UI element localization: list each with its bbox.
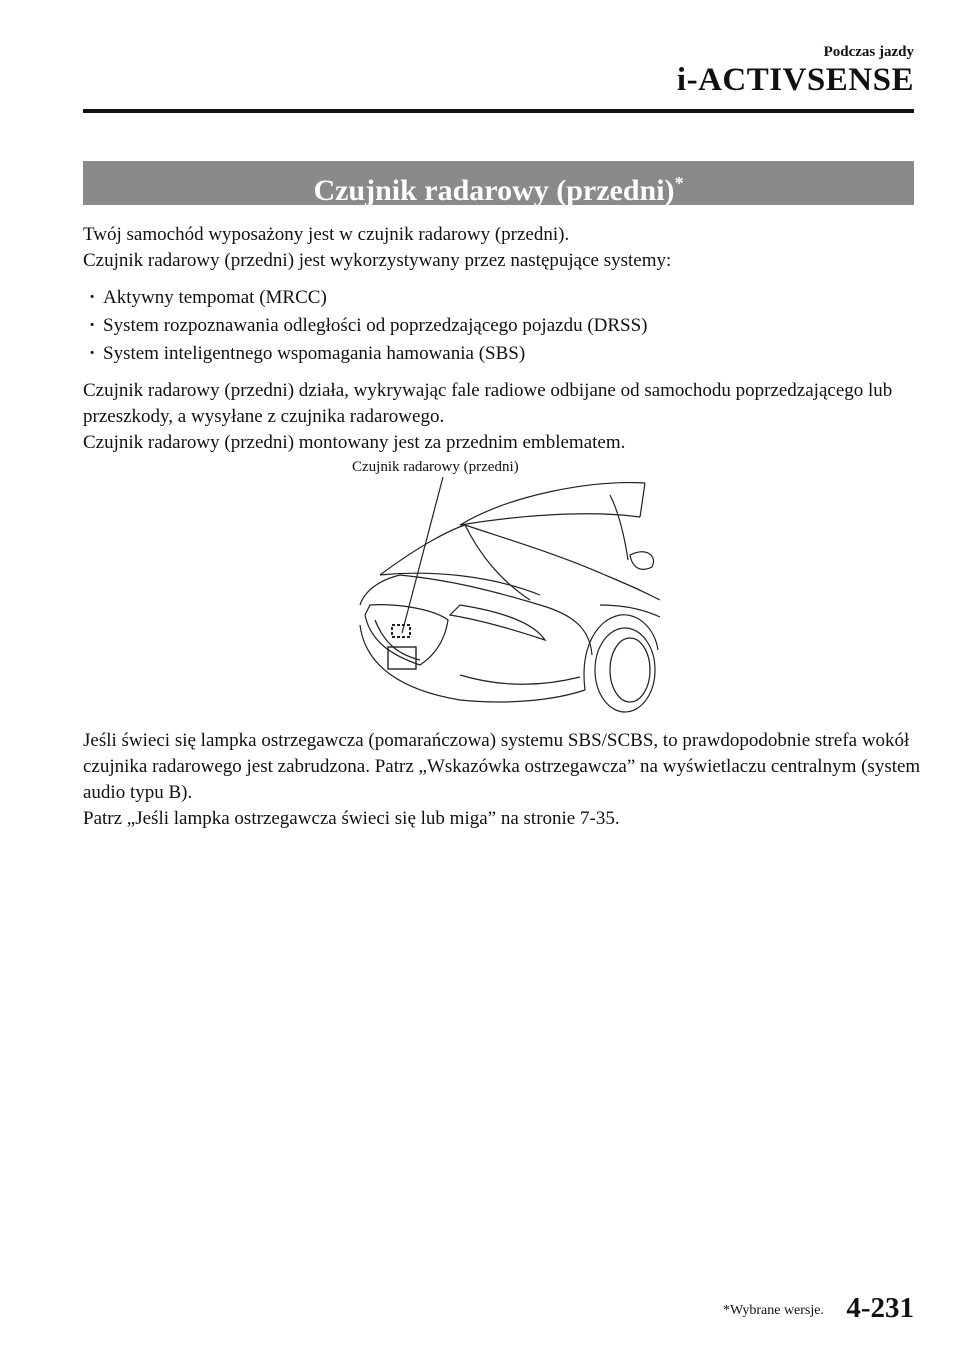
section-title: Czujnik radarowy (przedni) (313, 174, 675, 207)
header-title: i-ACTIVSENSE (676, 62, 914, 98)
intro-line-1: Twój samochód wyposażony jest w czujnik radarowy (przedni). (83, 224, 570, 245)
car-wheel (595, 628, 655, 712)
car-bumper (360, 575, 592, 655)
description-para-1: Czujnik radarowy (przedni) działa, wykrywając fale radiowe odbijane od samochodu poprzedzającego lub przeszkody, a wysyłane z czujnika radarowego. (83, 380, 893, 427)
car-hood (380, 525, 640, 590)
description-para-2: Czujnik radarowy (przedni) montowany jest za przednim emblematem. (83, 432, 626, 453)
figure-label: Czujnik radarowy (przedni) (352, 459, 519, 475)
list-item: · System rozpoznawania odległości od poprzedzającego pojazdu (DRSS) (83, 312, 923, 340)
footnote: *Wybrane wersje. (722, 1303, 824, 1318)
warning-para-1: Jeśli świeci się lampka ostrzegawcza (pomarańczowa) systemu SBS/SCBS, to prawdopodobnie strefa wokół czujnika radarowego jest zabrudzona. Patrz „Wskazówka ostrzegawcza” na wyświetlaczu centralnym (system audio typu B). (83, 730, 921, 803)
section-title-bar (83, 161, 914, 205)
header-rule (83, 109, 914, 113)
warning-text (83, 728, 923, 832)
car-front-illustration (340, 455, 660, 720)
warning-para-2: Patrz „Jeśli lampka ostrzegawcza świeci się lub miga” na stronie 7-35. (83, 808, 620, 829)
page-number: 4-231 (846, 1292, 914, 1324)
car-mirror (630, 552, 653, 570)
list-item: · Aktywny tempomat (MRCC) (83, 284, 923, 312)
intro-line-2: Czujnik radarowy (przedni) jest wykorzystywany przez następujące systemy: (83, 250, 672, 271)
car-roof (460, 483, 645, 525)
car-headlight (450, 605, 545, 640)
list-item: · System inteligentnego wspomagania hamowania (SBS) (83, 340, 923, 368)
body-text (83, 222, 923, 456)
car-windshield (460, 514, 640, 525)
radar-sensor-marker (392, 625, 410, 637)
header-subtitle: Podczas jazdy (823, 44, 914, 60)
systems-list (83, 284, 923, 368)
section-marker: * (674, 173, 684, 193)
car-a-pillar (640, 483, 645, 517)
